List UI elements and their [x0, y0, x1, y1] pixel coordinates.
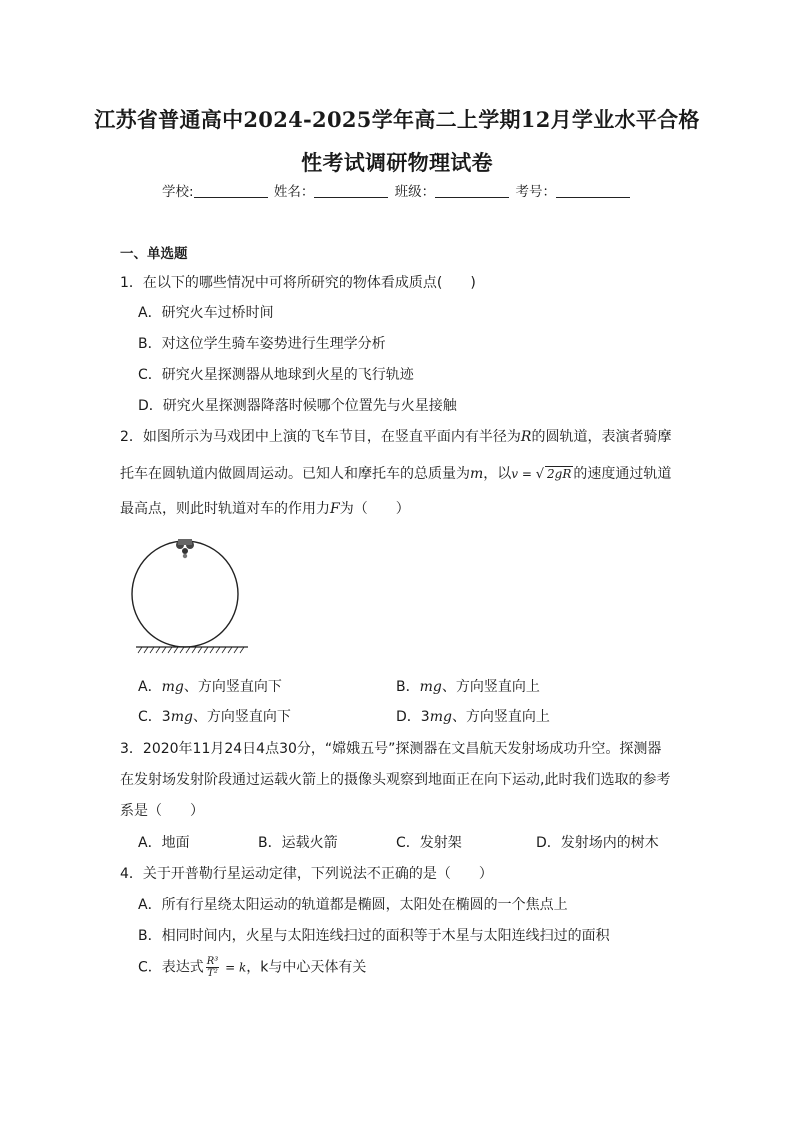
q4-stem: 4．关于开普勒行星运动定律，下列说法不正确的是（ ） [120, 866, 493, 882]
q3-option-b[interactable]: B．运载火箭 [258, 835, 338, 851]
number-blank[interactable] [556, 183, 630, 198]
sqrt-expression: 2gR [547, 467, 572, 481]
school-blank[interactable] [194, 183, 268, 198]
class-blank[interactable] [435, 183, 509, 198]
q1-option-d[interactable]: D．研究火星探测器降落时候哪个位置先与火星接触 [138, 398, 457, 414]
q1-stem: 1．在以下的哪些情况中可将所研究的物体看成质点( ) [120, 275, 476, 291]
q2-option-a[interactable]: A．mg、方向竖直向下 [138, 679, 282, 695]
q2-option-c[interactable]: C．3mg、方向竖直向下 [138, 709, 291, 725]
q1-option-b[interactable]: B．对这位学生骑车姿势进行生理学分析 [138, 336, 386, 352]
loop-track-figure [130, 534, 254, 660]
exam-title-line2: 性考试调研物理试卷 [301, 150, 493, 175]
kepler-fraction: $\frac{\text{R³}}{\text{T²}}$ [206, 956, 219, 979]
q3-stem-line1: 3．2020年11月24日4点30分，“嫦娥五号”探测器在文昌航天发射场成功升空。探测器 [120, 741, 662, 757]
student-info-row [0, 180, 794, 200]
class-label: 班级： [394, 184, 436, 200]
q2-stem-line3: 最高点，则此时轨道对车的作用力F为（ ） [120, 501, 410, 517]
ground-hatch [136, 647, 248, 653]
q4-option-b[interactable]: B．相同时间内，火星与太阳连线扫过的面积等于木星与太阳连线扫过的面积 [138, 928, 610, 944]
q3-stem-line3: 系是（ ） [120, 803, 204, 819]
q3-stem-line2: 在发射场发射阶段通过运载火箭上的摄像头观察到地面正在向下运动,此时我们选取的参考 [120, 772, 671, 788]
q2-stem-line1: 2．如图所示为马戏团中上演的飞车节目，在竖直平面内有半径为R的圆轨道，表演者骑摩 [120, 429, 672, 445]
q3-option-d[interactable]: D．发射场内的树木 [536, 835, 659, 851]
name-blank[interactable] [314, 183, 388, 198]
number-label: 考号： [515, 184, 556, 200]
school-label: 学校: [162, 184, 194, 200]
q3-option-a[interactable]: A．地面 [138, 835, 190, 851]
motorcycle-rider-icon [176, 539, 194, 558]
q1-option-c[interactable]: C．研究火星探测器从地球到火星的飞行轨迹 [138, 367, 414, 383]
exam-title-line1: 江苏省普通高中2024-2025学年高二上学期12月学业水平合格 [94, 107, 700, 132]
q4-option-c[interactable]: C．表达式 $\frac{\text{R³}}{\text{T²}}$ = k，k与中心天体有关 [138, 956, 367, 979]
q4-option-a[interactable]: A．所有行星绕太阳运动的轨道都是椭圆，太阳处在椭圆的一个焦点上 [138, 897, 568, 913]
section-heading: 一、单选题 [120, 246, 188, 262]
name-label: 姓名： [273, 184, 315, 200]
q2-option-b[interactable]: B．mg、方向竖直向上 [396, 679, 540, 695]
q2-option-d[interactable]: D．3mg、方向竖直向上 [396, 709, 550, 725]
q2-stem-line2: 托车在圆轨道内做圆周运动。已知人和摩托车的总质量为m，以v = √ 2gR 的速度通过轨道 [120, 466, 672, 482]
q1-option-a[interactable]: A．研究火车过桥时间 [138, 305, 274, 321]
q3-option-c[interactable]: C．发射架 [396, 835, 462, 851]
